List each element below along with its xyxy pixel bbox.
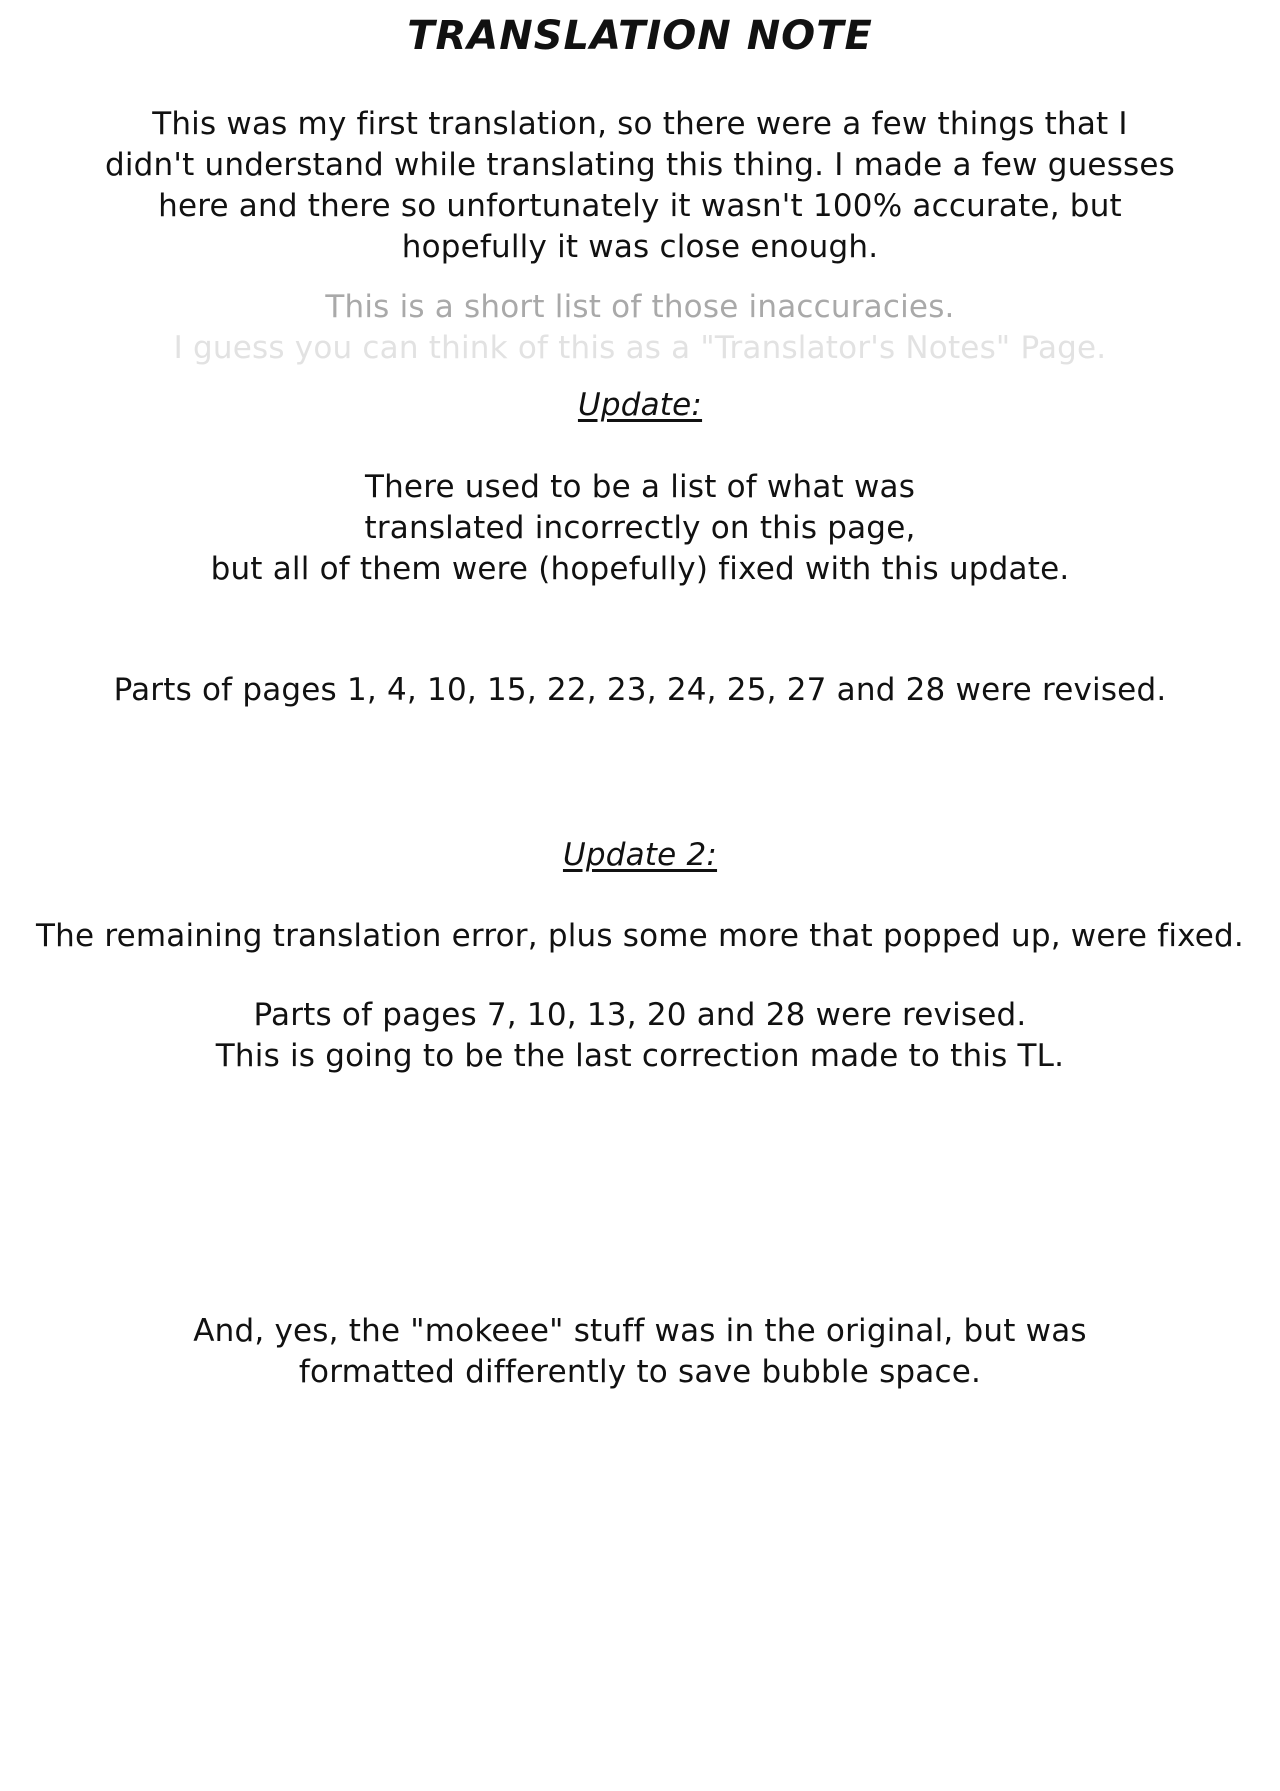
update-2-line: This is going to be the last correction made to this TL.: [215, 1038, 1065, 1074]
update-paragraph: [0, 467, 1280, 590]
update-2-paragraph: [0, 995, 1280, 1077]
intro-line: didn't understand while translating this thing. I made a few guesses: [104, 147, 1176, 183]
update-line: translated incorrectly on this page,: [364, 510, 916, 546]
intro-line: here and there so unfortunately it wasn't 100% accurate, but: [158, 188, 1122, 224]
update-line: but all of them were (hopefully) fixed with this update.: [210, 551, 1070, 587]
mokeee-note: [0, 1311, 1280, 1393]
mokeee-note-line: formatted differently to save bubble space.: [298, 1354, 982, 1390]
intro-line: This was my first translation, so there were a few things that I: [152, 106, 1128, 142]
update-2-summary: The remaining translation error, plus some more that popped up, were fixed.: [36, 918, 1244, 954]
mokeee-note-line: And, yes, the "mokeee" stuff was in the original, but was: [193, 1313, 1087, 1349]
page-title: TRANSLATION NOTE: [407, 13, 873, 59]
intro-line: hopefully it was close enough.: [401, 229, 879, 265]
update-2-heading: Update 2:: [562, 837, 718, 873]
update-revised-pages: Parts of pages 1, 4, 10, 15, 22, 23, 24, 25, 27 and 28 were revised.: [113, 672, 1167, 708]
update-2-line: Parts of pages 7, 10, 13, 20 and 28 were revised.: [253, 997, 1027, 1033]
faded-note-line: This is a short list of those inaccuracies.: [325, 289, 955, 325]
faded-note-line: I guess you can think of this as a "Translator's Notes" Page.: [173, 330, 1107, 366]
faded-note: [0, 287, 1280, 369]
update-heading: Update:: [577, 387, 703, 423]
intro-paragraph: [0, 104, 1280, 268]
update-line: There used to be a list of what was: [364, 469, 916, 505]
